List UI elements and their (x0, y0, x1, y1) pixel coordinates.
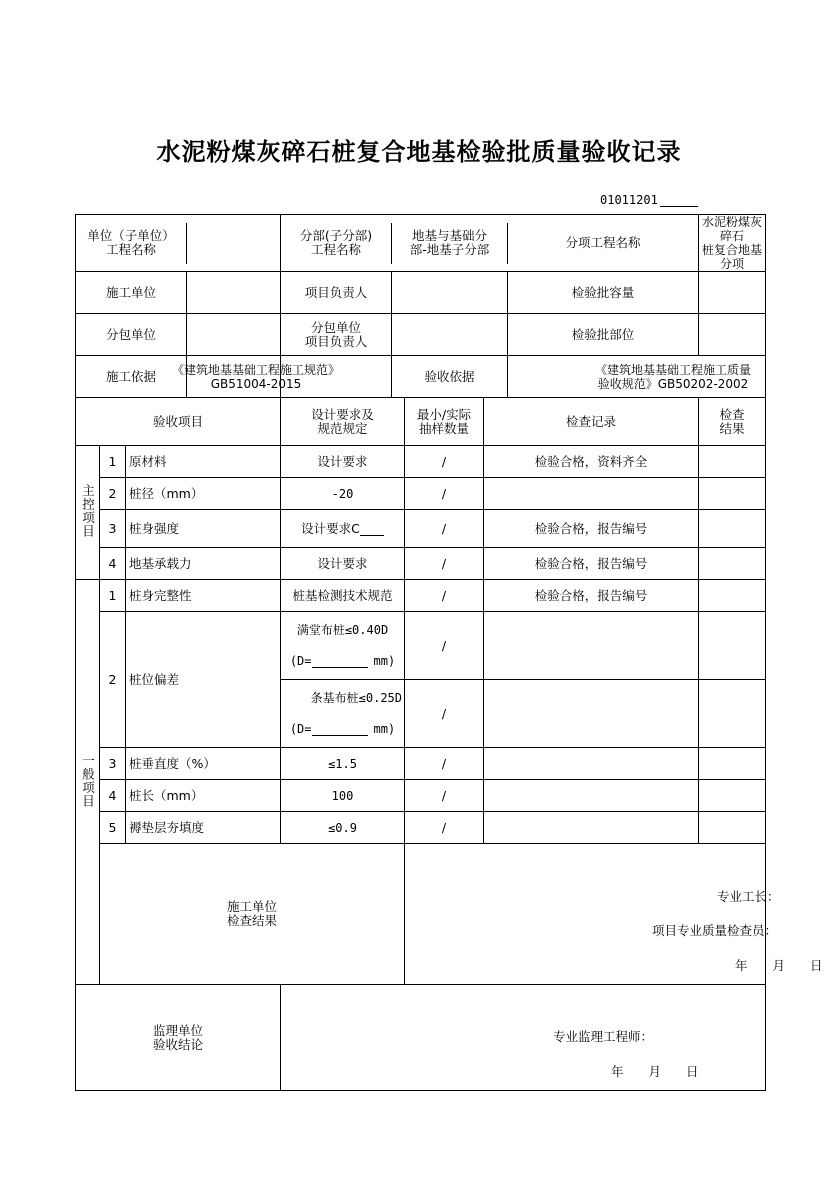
subcontractor-value[interactable] (187, 314, 280, 355)
main-item-no: 4 (100, 548, 126, 580)
contractor-label: 施工单位 (76, 272, 187, 313)
pm-label: 项目负责人 (281, 272, 392, 313)
inspection-table (75, 214, 823, 1091)
main-item-no: 1 (100, 446, 126, 478)
sub-pm-value[interactable] (392, 314, 508, 355)
acceptance-basis-label: 验收依据 (392, 356, 508, 397)
col-record: 检查记录 (484, 398, 699, 446)
deviation-strip-result[interactable] (699, 680, 766, 748)
general-item-result[interactable] (699, 580, 766, 612)
main-item-name: 桩身强度 (126, 510, 281, 548)
general-item-design: 桩基检测技术规范 (281, 580, 405, 612)
supervisor-date: 年 月 日 (611, 1064, 699, 1079)
main-item-design: 设计要求 (281, 446, 405, 478)
supervisor-check-label: 监理单位 验收结论 (76, 985, 281, 1091)
foreman-label: 专业工长： (717, 889, 780, 904)
subcontractor-label: 分包单位 (76, 314, 187, 355)
general-item-record[interactable] (484, 812, 699, 844)
general-item-name: 褥垫层夯填度 (126, 812, 281, 844)
general-item-record[interactable] (484, 780, 699, 812)
sub-unit-value: 地基与基础分 部-地基子分部 (392, 223, 508, 264)
unit-name-value[interactable] (187, 223, 280, 264)
col-sample: 最小/实际 抽样数量 (405, 398, 484, 446)
general-group-label: 一般项目 (80, 753, 96, 808)
col-result: 检查 结果 (699, 398, 766, 446)
col-design: 设计要求及 规范规定 (281, 398, 405, 446)
main-item-record: 检验合格，资料齐全 (484, 446, 699, 478)
main-group-label: 主控项目 (80, 484, 96, 538)
main-item-sample: / (405, 446, 484, 478)
deviation-strip-record[interactable] (484, 680, 699, 748)
general-item-result[interactable] (699, 812, 766, 844)
page-title: 水泥粉煤灰碎石桩复合地基检验批质量验收记录 (156, 137, 682, 166)
general-item-name: 桩长（mm） (126, 780, 281, 812)
general-item-no: 4 (100, 780, 126, 812)
item-project-label: 分项工程名称 (565, 235, 641, 250)
main-item-result[interactable] (699, 446, 766, 478)
main-item-result[interactable] (699, 548, 766, 580)
item-project-value: 水泥粉煤灰碎石 桩复合地基分项 (699, 215, 766, 272)
deviation-full-design: 满堂布桩≤0.40D (D= mm) (281, 612, 405, 680)
general-item-record: 检验合格，报告编号 (484, 580, 699, 612)
main-item-design: 设计要求 (281, 548, 405, 580)
contractor-value[interactable] (187, 272, 280, 313)
general-item-sample: / (405, 748, 484, 780)
main-item-name: 桩径（mm） (126, 478, 281, 510)
pm-value[interactable] (392, 272, 508, 313)
general-item-sample: / (405, 780, 484, 812)
deviation-full-result[interactable] (699, 612, 766, 680)
main-item-sample: / (405, 478, 484, 510)
batch-location-label: 检验批部位 (571, 326, 635, 342)
col-item: 验收项目 (76, 398, 281, 446)
general-item-no: 1 (100, 580, 126, 612)
general-item-name: 桩身完整性 (126, 580, 281, 612)
general-item-result[interactable] (699, 748, 766, 780)
engineer-label: 专业监理工程师： (553, 1029, 654, 1044)
sub-pm-label: 分包单位 项目负责人 (281, 314, 392, 355)
general-item-sample: / (405, 812, 484, 844)
main-item-record: 检验合格，报告编号 (484, 548, 699, 580)
main-item-name: 地基承载力 (126, 548, 281, 580)
general-item-name: 桩位偏差 (126, 612, 281, 748)
form-code: 01011201 (600, 193, 698, 207)
general-item-design: ≤0.9 (281, 812, 405, 844)
general-item-result[interactable] (699, 780, 766, 812)
sub-unit-label: 分部(子分部) 工程名称 (281, 223, 392, 264)
supervisor-check-area (281, 985, 766, 1091)
main-item-record: 检验合格，报告编号 (484, 510, 699, 548)
main-item-result[interactable] (699, 510, 766, 548)
basis-label: 施工依据 (76, 356, 187, 397)
general-item-no: 5 (100, 812, 126, 844)
general-item-design: 100 (281, 780, 405, 812)
contractor-check-label: 施工单位 检查结果 (100, 844, 405, 985)
general-item-name: 桩垂直度（%） (126, 748, 281, 780)
main-item-sample: / (405, 548, 484, 580)
main-item-no: 3 (100, 510, 126, 548)
acceptance-basis-value: 《建筑地基基础工程施工质量 验收规范》GB50202-2002 (583, 356, 763, 397)
main-item-design: 设计要求C (281, 510, 405, 548)
inspector-label: 项目专业质量检查员： (652, 923, 778, 938)
contractor-date: 年 月 日 (735, 958, 823, 973)
unit-name-label: 单位（子单位） 工程名称 (76, 223, 187, 264)
main-item-sample: / (405, 510, 484, 548)
batch-capacity-label: 检验批容量 (571, 284, 635, 300)
general-item-sample: / (405, 580, 484, 612)
main-item-record (484, 478, 699, 510)
general-item-no: 2 (100, 612, 126, 748)
deviation-strip-sample: / (405, 680, 484, 748)
batch-location-value[interactable] (699, 314, 766, 356)
general-item-record[interactable] (484, 748, 699, 780)
deviation-strip-design: 条基布桩≤0.25D (D= mm) (281, 680, 405, 748)
main-item-name: 原材料 (126, 446, 281, 478)
main-item-no: 2 (100, 478, 126, 510)
deviation-full-sample: / (405, 612, 484, 680)
batch-capacity-value[interactable] (699, 272, 766, 314)
general-item-design: ≤1.5 (281, 748, 405, 780)
deviation-full-record[interactable] (484, 612, 699, 680)
main-item-design: -20 (281, 478, 405, 510)
basis-value: 《建筑地基基础工程施工规范》 GB51004-2015 (121, 356, 392, 397)
main-item-result[interactable] (699, 478, 766, 510)
contractor-check-area (405, 844, 823, 985)
general-item-no: 3 (100, 748, 126, 780)
